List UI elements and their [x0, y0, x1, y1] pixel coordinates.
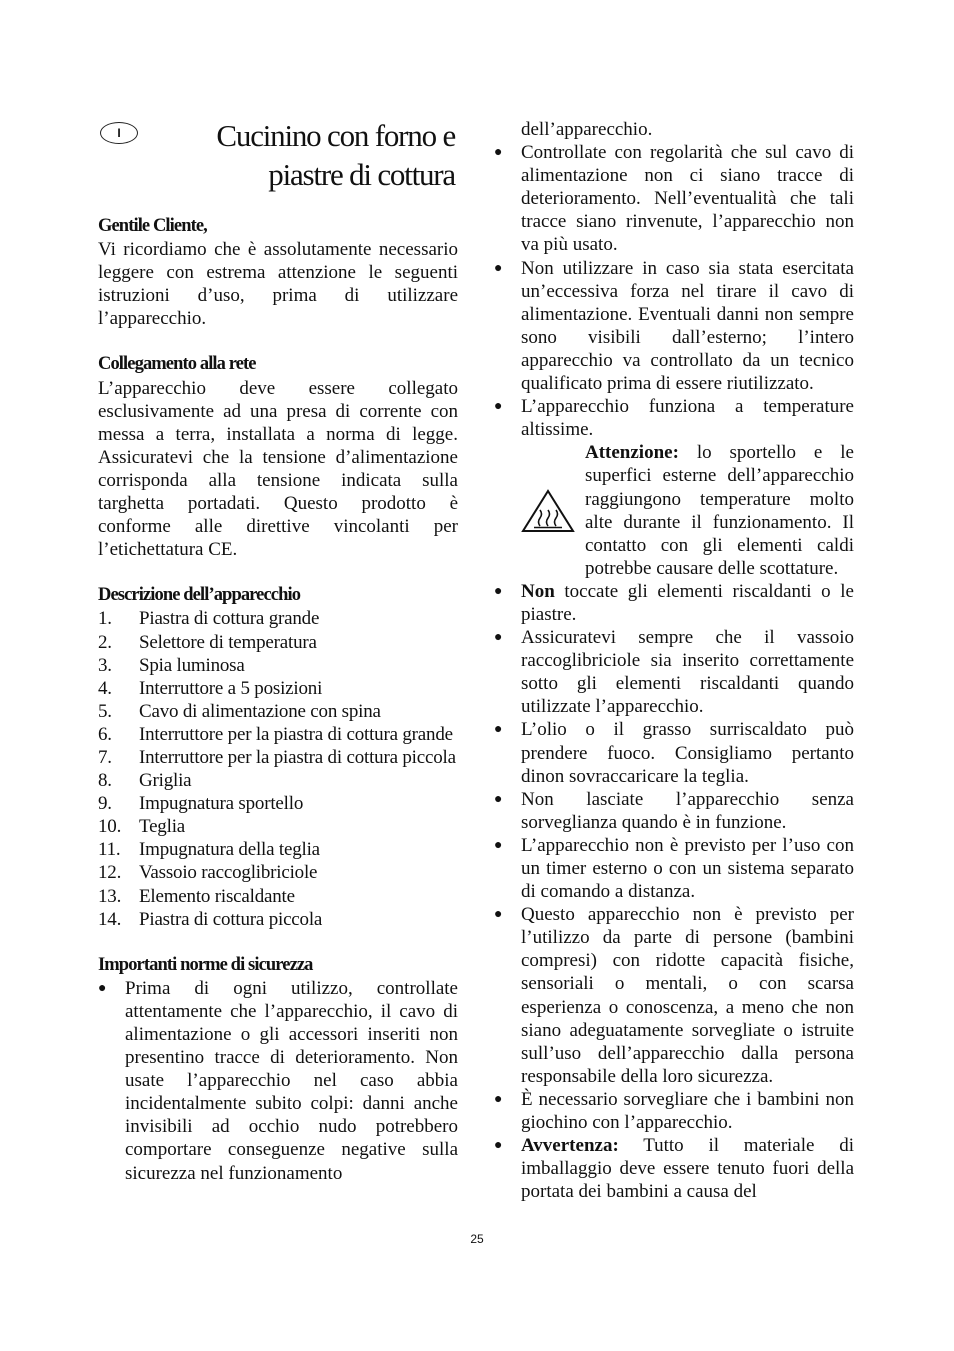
list-item: 13. Elemento riscaldante [98, 885, 295, 907]
list-item: 1. Piastra di cottura grande [98, 608, 320, 630]
list-item: ● Controllate con regolarità che sul cavo di alimentazione non ci siano tracce di deterioramento. Nell’eventualità che tali tracce siano rinvenute, l’apparecchio non va più usato. [494, 142, 854, 256]
list-item: ● Non lasciate l’apparecchio senza sorveglianza quando è in funzione. [494, 788, 854, 833]
list-item: 7. Interruttore per la piastra di cottura piccola [98, 746, 456, 768]
list-item: ● Non toccate gli elementi riscaldanti o le piastre. [494, 580, 854, 625]
language-badge: I [100, 122, 138, 144]
bullet-icon: ● [494, 722, 503, 738]
bullet-icon: ● [494, 791, 503, 807]
safety-list-right-b [494, 580, 854, 1204]
list-item: 2. Selettore di temperatura [98, 631, 317, 653]
bullet-icon: ● [494, 399, 503, 415]
bullet-icon: ● [494, 260, 503, 276]
list-item: 3. Spia luminosa [98, 654, 245, 676]
list-item: 4. Interruttore a 5 posizioni [98, 677, 323, 699]
safety-heading: Importanti norme di sicurezza [98, 954, 313, 975]
parts-list [98, 607, 458, 930]
connection-heading: Collegamento alla rete [98, 354, 256, 375]
list-item: 10. Teglia [98, 816, 186, 838]
title-line-1: Cucinino con forno e [216, 118, 455, 153]
bullet-icon: ● [494, 630, 503, 646]
list-item: ● Assicuratevi sempre che il vassoio raccoglibriciole sia inserito correttamente sotto gli elementi riscaldanti quando utilizzate l’apparecchio. [494, 627, 854, 718]
list-item: 14. Piastra di cottura piccola [98, 908, 323, 930]
list-item: ● L’apparecchio funziona a temperature altissime. [494, 396, 854, 441]
list-item: ● Prima di ogni utilizzo, controllate attentamente che l’apparecchio, il cavo di alimentazione o gli accessori inseriti non presentino tracce di deterioramento. Non usate l’apparecchio nel caso abbia incidentalmente subito colpi: danni anche invisibili ad occhio nudo potrebbero comportare conseguenze negative sulla sicurezza nel funzionamento [98, 977, 458, 1184]
bullet-icon: ● [494, 1091, 503, 1107]
list-item: 12. Vassoio raccoglibriciole [98, 862, 318, 884]
hot-surface-warning [494, 441, 854, 580]
list-item: ● L’olio o il grasso surriscaldato può prendere fuoco. Consigliamo pertanto dinon sovraccaricare la teglia. [494, 719, 854, 787]
bullet-icon: ● [98, 980, 107, 996]
title-line-2: piastre di cottura [268, 157, 455, 192]
left-column [98, 118, 458, 1185]
list-item: ● È necessario sorvegliare che i bambini non giochino con l’apparecchio. [494, 1088, 854, 1134]
list-item: ● L’apparecchio non è previsto per l’uso con un timer esterno o con un sistema separato di comando a distanza. [494, 834, 854, 903]
bullet-icon: ● [494, 1138, 503, 1154]
list-item: ● Questo apparecchio non è previsto per l’utilizzo da parte di persone (bambini compresi) con ridotte capacità fisiche, sensoriali o mentali, o con scarsa esperienza o conoscenza, a meno che non siano adeguatamente sorvegliate o istruite sull’uso dell’apparecchio dalla persona responsabile della loro sicurezza. [494, 904, 854, 1087]
continuation-text: dell’apparecchio. [521, 119, 653, 140]
list-item: ● Avvertenza: Tutto il materiale di imballaggio deve essere tenuto fuori della portata dei bambini a causa del [494, 1135, 854, 1203]
right-column [494, 118, 854, 1203]
page-number: 25 [470, 1232, 484, 1246]
caution-label: Avvertenza: [521, 1135, 619, 1157]
warning-label: Attenzione: [585, 442, 679, 464]
list-item: 11. Impugnatura della teglia [98, 839, 320, 861]
description-heading: Descrizione dell’apparecchio [98, 585, 301, 606]
bullet-icon: ● [494, 837, 503, 853]
list-item: 8. Griglia [98, 770, 192, 792]
safety-list-right-a [494, 141, 854, 441]
bullet-icon: ● [494, 145, 503, 161]
list-item: 9. Impugnatura sportello [98, 793, 304, 815]
greeting-text: Vi ricordiamo che è assolutamente necessario leggere con estrema attenzione le seguenti istruzioni d’uso, prima di utilizzare l’apparecchio. [98, 239, 458, 330]
warning-text: Attenzione: lo sportello e le superfici esterne dell’apparecchio raggiungono temperature molto alte durante il funzionamento. Il contatto con gli elementi caldi potrebbe causare delle scottature. [585, 442, 854, 579]
bullet-icon: ● [494, 907, 503, 923]
list-item: ● Non utilizzare in caso sia stata esercitata un’eccessiva forza nel tirare il cavo di alimentazione. Eventuali danni non sempre sono visibili dall’esterno; l’intero apparecchio va controllato da un tecnico qualificato prima di essere riutilizzato. [494, 257, 854, 395]
bullet-icon: ● [494, 583, 503, 599]
hot-surface-icon [521, 441, 585, 580]
list-item: 6. Interruttore per la piastra di cottura grande [98, 723, 453, 745]
greeting-heading: Gentile Cliente, [98, 216, 207, 236]
connection-text: L’apparecchio deve essere collegato esclusivamente ad una presa di corrente con messa a terra, installata a norma di legge. Assicuratevi che la tensione d’alimentazione corrisponda alla tensione indicata sulla targhetta portadati. Questo prodotto è conforme alle direttive vincolanti per l’etichettatura CE. [98, 377, 458, 561]
safety-list-left [98, 977, 458, 1185]
list-item: 5. Cavo di alimentazione con spina [98, 700, 381, 722]
